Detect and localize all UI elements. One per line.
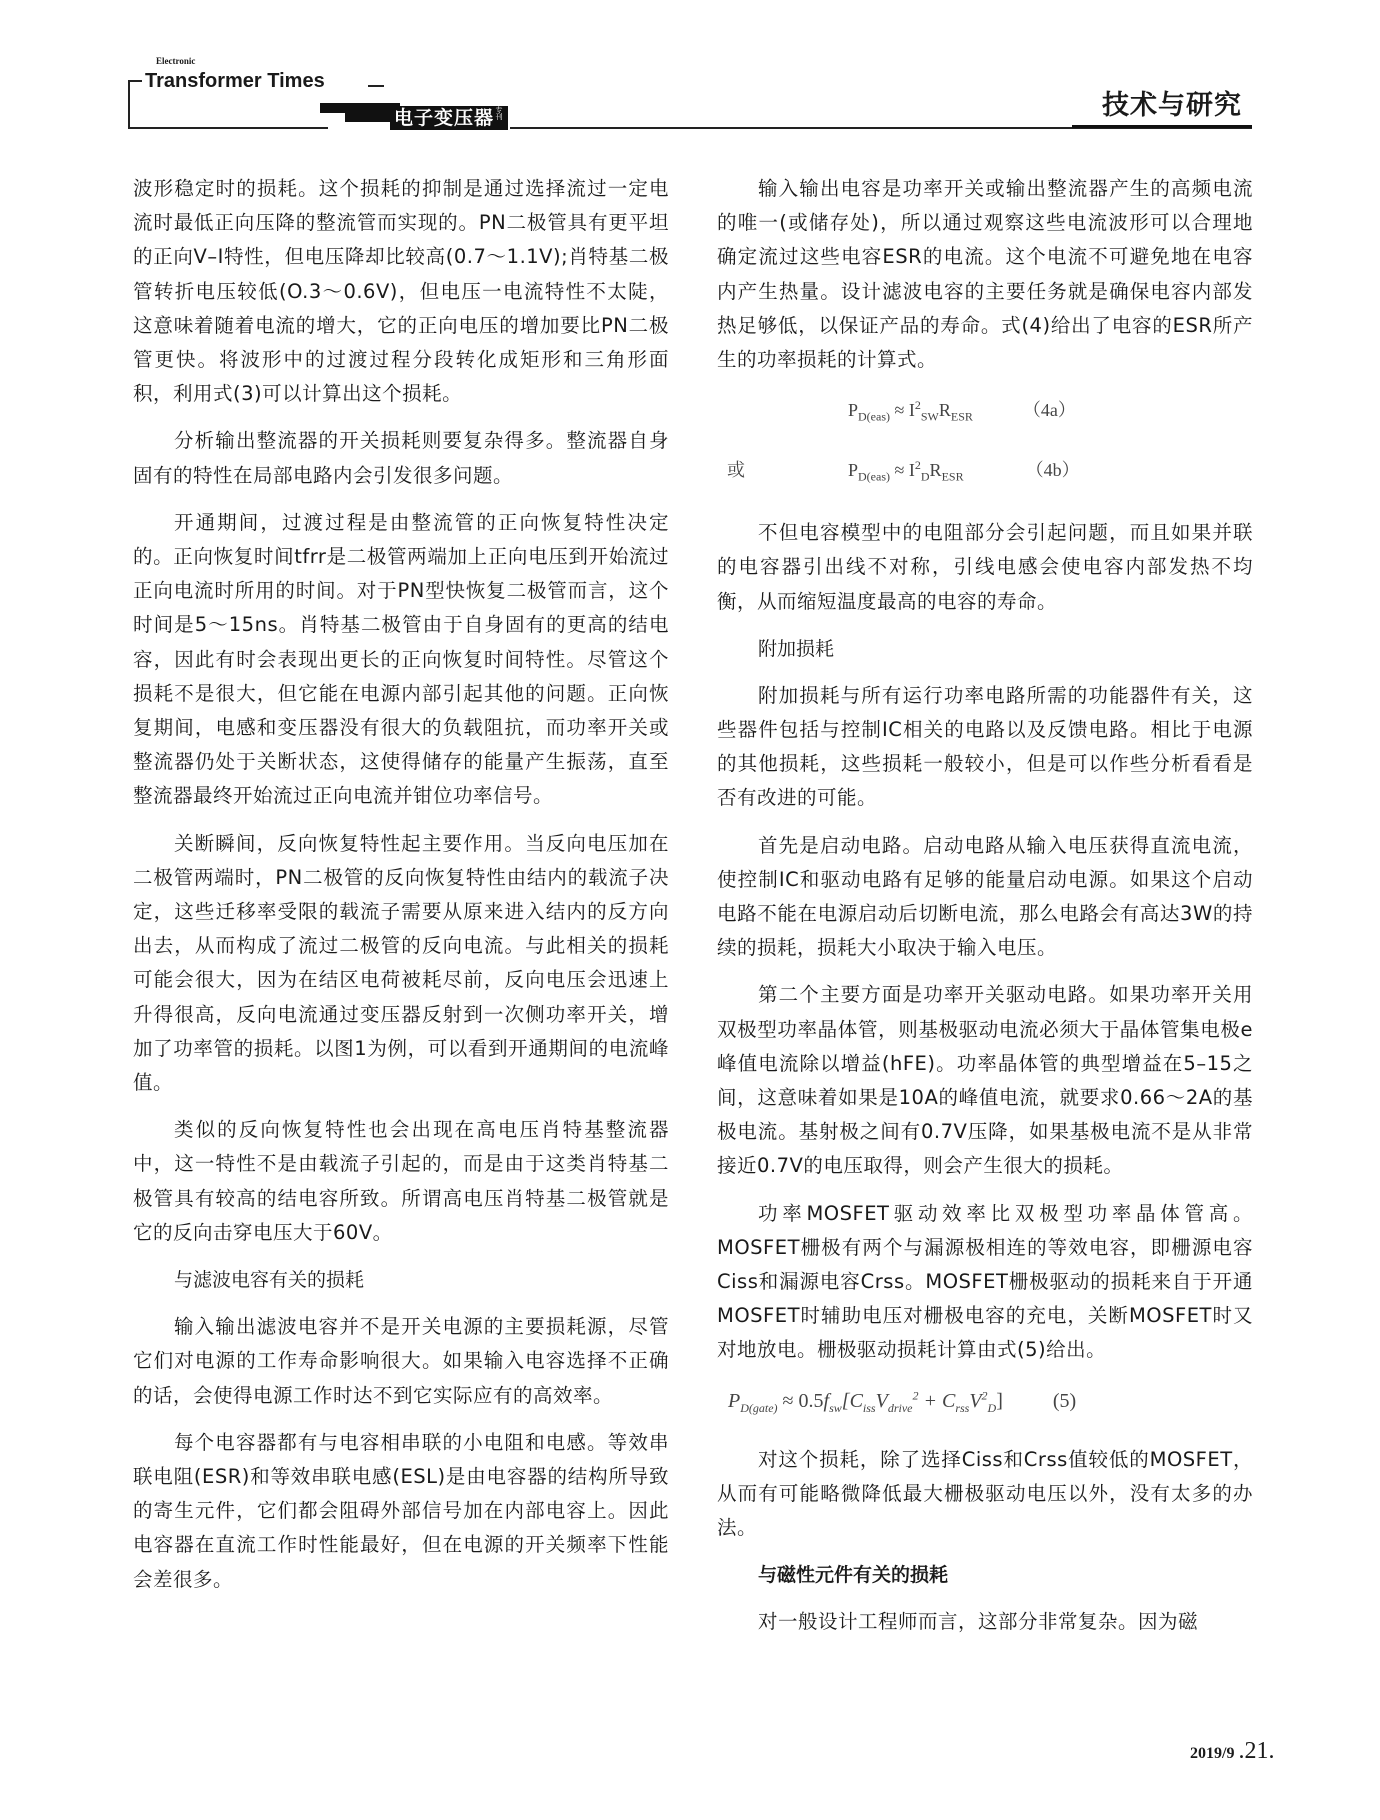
equation-4a: $P_{D(eas)} \approx I^2_{SW}R_{ESR}$ （4a） bbox=[848, 398, 1076, 424]
paragraph: 输入输出滤波电容并不是开关电源的主要损耗源，尽管它们对电源的工作寿命影响很大。如果输入电容选择不正确的话，会使得电源工作时达不到它实际应有的高效率。 bbox=[133, 1315, 669, 1407]
issue-date: 2019/9 bbox=[1190, 1745, 1235, 1762]
or-label: 或 bbox=[727, 460, 745, 481]
paragraph: 对这个损耗，除了选择Ciss和Crss值较低的MOSFET，从而有可能略微降低最大栅极驱动电压以外，没有太多的办法。 bbox=[717, 1447, 1253, 1540]
paragraph: 不但电容模型中的电阻部分会引起问题，而且如果并联的电容器引出线不对称，引线电感会使电容内部发热不均衡，从而缩短温度最高的电容的寿命。 bbox=[717, 521, 1253, 613]
magazine-title: Transformer Times bbox=[145, 70, 325, 92]
paragraph: 对一般设计工程师而言，这部分非常复杂。因为磁 bbox=[758, 1610, 1199, 1634]
left-column bbox=[133, 172, 669, 1610]
page-number: .21. bbox=[1238, 1738, 1275, 1764]
equation-5: $P_{D(gate)} \approx 0.5f_{sw}[C_{iss}V_{drive}^2 + C_{rss}V^2_D]$ (5) bbox=[728, 1388, 1077, 1415]
equation-4b: 或 $P_{D(eas)} \approx I^2_DR_{ESR}$ （4b） bbox=[717, 450, 1253, 490]
paragraph: 关断瞬间，反向恢复特性起主要作用。当反向电压加在二极管两端时，PN二极管的反向恢复特性由结内的载流子决定，这些迁移率受限的载流子需要从原来进入结内的反方向出去，从而构成了流过二极管的反向电流。与此相关的损耗可能会很大，因为在结区电荷被耗尽前，反向电压会迅速上升得很高，反向电流通过变压器反射到一次侧功率开关，增加了功率管的损耗。以图1为例，可以看到开通期间的电流峰值。 bbox=[133, 831, 669, 1095]
section-heading: 与滤波电容有关的损耗 bbox=[174, 1269, 365, 1292]
paragraph: 波形稳定时的损耗。这个损耗的抑制是通过选择流过一定电流时最低正向压降的整流管而实现的。PN二极管具有更平坦的正向V–I特性，但电压降却比较高(0.7～1.1V);肖特基二极管转折电压较低(O.3～0.6V)，但电压一电流特性不太陡，这意味着随着电流的增大，它的正向电压的增加要比PN二极管更快。将波形中的过渡过程分段转化成矩形和三角形面积，利用式(3)可以计算出这个损耗。 bbox=[133, 177, 669, 406]
paragraph: 首先是启动电路。启动电路从输入电压获得直流电流，使控制IC和驱动电路有足够的能量启动电源。如果这个启动电路不能在电源启动后切断电流，那么电路会有高达3W的持续的损耗，损耗大小取决于输入电压。 bbox=[717, 833, 1253, 960]
paragraph: 输入输出电容是功率开关或输出整流器产生的高频电流的唯一(或储存处)，所以通过观察这些电流波形可以合理地确定流过这些电容ESR的电流。这个电流不可避免地在电容内产生热量。设计滤波电容的主要任务就是确保电容内部发热足够低，以保证产品的寿命。式(4)给出了电容的ESR所产生的功率损耗的计算式。 bbox=[717, 177, 1253, 372]
magazine-cn-tag: 专刊 bbox=[495, 106, 504, 120]
section-title: 技术与研究 bbox=[1102, 90, 1242, 121]
right-column bbox=[717, 172, 1253, 1653]
paragraph: 附加损耗与所有运行功率电路所需的功能器件有关，这些器件包括与控制IC相关的电路以及反馈电路。相比于电源的其他损耗，这些损耗一般较小，但是可以作些分析看看是否有改进的可能。 bbox=[717, 683, 1253, 810]
paragraph: 第二个主要方面是功率开关驱动电路。如果功率开关用双极型功率晶体管，则基极驱动电流必须大于晶体管集电极e峰值电流除以增益(hFE)。功率晶体管的典型增益在5–15之间，这意味着如果是10A的峰值电流，就要求0.66～2A的基极电流。基射极之间有0.7V压降，如果基极电流不是从非常接近0.7V的电压取得，则会产生很大的损耗。 bbox=[717, 983, 1253, 1178]
paragraph: 开通期间，过渡过程是由整流管的正向恢复特性决定的。正向恢复时间tfrr是二极管两端加上正向电压到开始流过正向电流时所用的时间。对于PN型快恢复二极管而言，这个时间是5～15ns。肖特基二极管由于自身固有的更高的结电容，因此有时会表现出更长的正向恢复时间特性。尽管这个损耗不是很大，但它能在电源内部引起其他的问题。正向恢复期间，电感和变压器没有很大的负载阻抗，而功率开关或整流器仍处于关断状态，这使得储存的能量产生振荡，直至整流器最终开始流过正向电流并钳位功率信号。 bbox=[133, 510, 669, 808]
section-heading: 附加损耗 bbox=[758, 637, 835, 660]
paragraph: 类似的反向恢复特性也会出现在高电压肖特基整流器中，这一特性不是由载流子引起的，而是由于这类肖特基二极管具有较高的结电容所致。所谓高电压肖特基二极管就是它的反向击穿电压大于60V。 bbox=[133, 1118, 669, 1244]
page-footer bbox=[1190, 1738, 1274, 1765]
magazine-small-label: Electronic bbox=[156, 56, 196, 66]
paragraph: 分析输出整流器的开关损耗则要复杂得多。整流器自身固有的特性在局部电路内会引发很多问题。 bbox=[133, 429, 669, 487]
section-heading: 与磁性元件有关的损耗 bbox=[758, 1564, 949, 1587]
paragraph: 每个电容器都有与电容相串联的小电阻和电感。等效串联电阻(ESR)和等效串联电感(ESL)是由电容器的结构所导致的寄生元件，它们都会阻碍外部信号加在内部电容上。因此电容器在直流工作时性能最好，但在电源的开关频率下性能会差很多。 bbox=[133, 1430, 669, 1591]
paragraph: 功率MOSFET驱动效率比双极型功率晶体管高。MOSFET栅极有两个与漏源极相连的等效电容，即栅源电容Ciss和漏源电容Crss。MOSFET栅极驱动的损耗来自于开通MOSFET时辅助电压对栅极电容的充电，关断MOSFET时又对地放电。栅极驱动损耗计算由式(5)给出。 bbox=[717, 1201, 1253, 1362]
magazine-cn-title: 电子变压器 bbox=[394, 107, 495, 129]
